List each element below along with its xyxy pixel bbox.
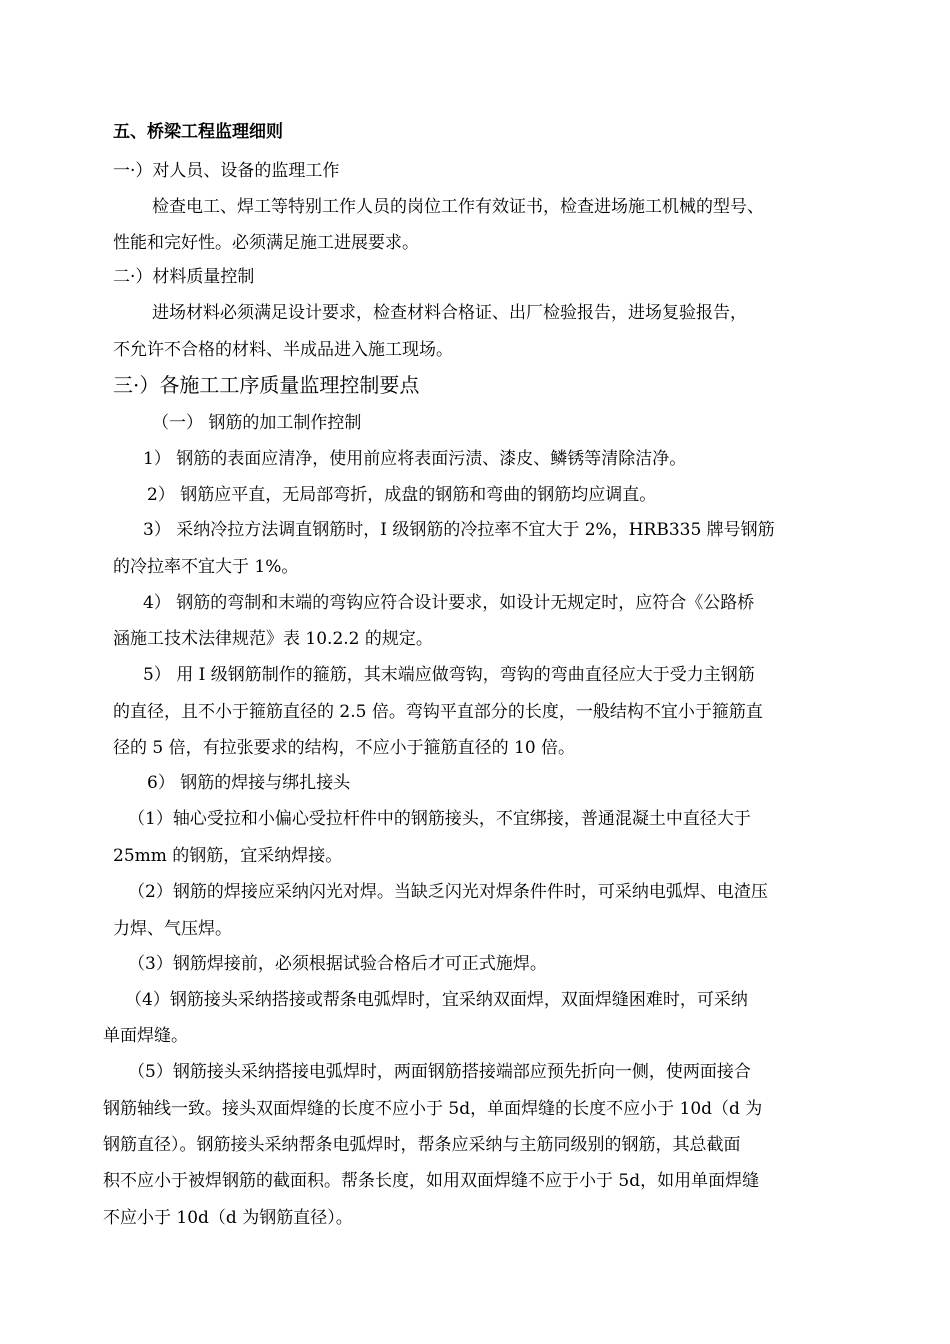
section-heading-personnel: 一·）对人员、设备的监理工作 <box>113 161 340 181</box>
list-item: 4） 钢筋的弯制和末端的弯钩应符合设计要求，如设计无规定时，应符合《公路桥 <box>143 593 755 613</box>
welding-item-continued: 25mm 的钢筋，宜采纳焊接。 <box>113 846 343 866</box>
list-item: 6） 钢筋的焊接与绑扎接头 <box>147 773 351 793</box>
welding-item: （3）钢筋焊接前，必须根据试验合格后才可正式施焊。 <box>128 954 547 974</box>
welding-item: （4）钢筋接头采纳搭接或帮条电弧焊时，宜采纳双面焊，双面焊缝困难时，可采纳 <box>125 990 748 1010</box>
list-item-continued: 径的 5 倍，有拉张要求的结构，不应小于箍筋直径的 10 倍。 <box>113 738 576 758</box>
welding-item: （1）轴心受拉和小偏心受拉杆件中的钢筋接头，不宜绑接，普通混凝土中直径大于 <box>128 809 751 829</box>
welding-item-continued: 不应小于 10d（d 为钢筋直径）。 <box>103 1208 353 1228</box>
welding-item-continued: 钢筋轴线一致。接头双面焊缝的长度不应小于 5d，单面焊缝的长度不应小于 10d（d 为 <box>103 1099 763 1119</box>
welding-item-continued: 单面焊缝。 <box>103 1026 188 1046</box>
list-item: 5） 用 I 级钢筋制作的箍筋，其末端应做弯钩，弯钩的弯曲直径应大于受力主钢筋 <box>143 665 755 685</box>
paragraph-line: 不允许不合格的材料、半成品进入施工现场。 <box>113 340 453 360</box>
section-heading-process: 三·）各施工工序质量监理控制要点 <box>113 373 420 397</box>
welding-item: （5）钢筋接头采纳搭接电弧焊时，两面钢筋搭接端部应预先折向一侧，使两面接合 <box>128 1062 751 1082</box>
welding-item: （2）钢筋的焊接应采纳闪光对焊。当缺乏闪光对焊条件件时，可采纳电弧焊、电渣压 <box>128 882 768 902</box>
document-title: 五、桥梁工程监理细则 <box>113 122 283 142</box>
paragraph-line: 进场材料必须满足设计要求，检查材料合格证、出厂检验报告，进场复验报告， <box>152 303 747 323</box>
welding-item-continued: 积不应小于被焊钢筋的截面积。帮条长度，如用双面焊缝不应于小于 5d，如用单面焊缝 <box>103 1171 760 1191</box>
subsection-heading: （一） 钢筋的加工制作控制 <box>152 413 362 433</box>
welding-item-continued: 力焊、气压焊。 <box>113 919 232 939</box>
list-item: 3） 采纳冷拉方法调直钢筋时，I 级钢筋的冷拉率不宜大于 2%，HRB335 牌号钢筋 <box>143 520 775 540</box>
paragraph-line: 性能和完好性。必须满足施工进展要求。 <box>113 233 419 253</box>
list-item-continued: 的冷拉率不宜大于 1%。 <box>113 557 299 577</box>
paragraph-line: 检查电工、焊工等特别工作人员的岗位工作有效证书，检查进场施工机械的型号、 <box>152 197 764 217</box>
list-item: 2） 钢筋应平直，无局部弯折，成盘的钢筋和弯曲的钢筋均应调直。 <box>147 485 657 505</box>
list-item-continued: 涵施工技术法律规范》表 10.2.2 的规定。 <box>113 629 433 649</box>
list-item: 1） 钢筋的表面应清净，使用前应将表面污渍、漆皮、鳞锈等清除洁净。 <box>143 449 687 469</box>
list-item-continued: 的直径，且不小于箍筋直径的 2.5 倍。弯钩平直部分的长度，一般结构不宜小于箍筋直 <box>113 702 763 722</box>
welding-item-continued: 钢筋直径）。钢筋接头采纳帮条电弧焊时，帮条应采纳与主筋同级别的钢筋，其总截面 <box>103 1135 741 1155</box>
section-heading-materials: 二·）材料质量控制 <box>113 267 255 287</box>
